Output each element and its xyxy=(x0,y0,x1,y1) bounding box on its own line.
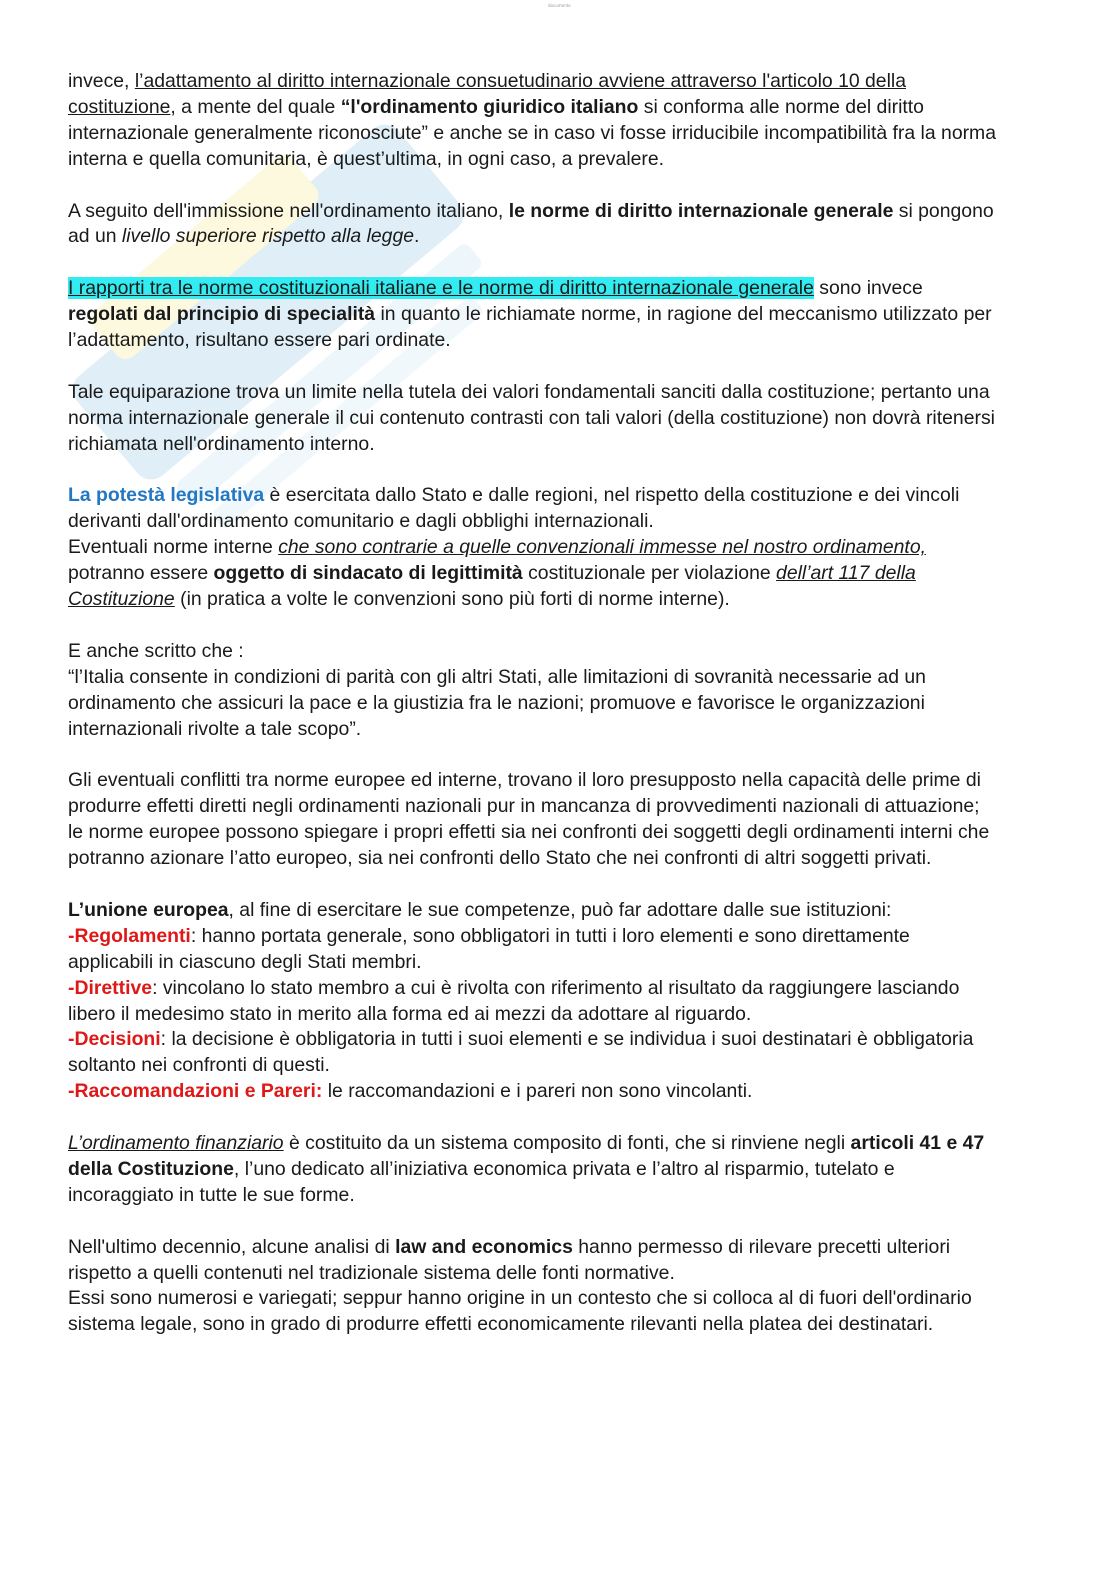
highlighted-text: I rapporti tra le norme costituzionali italiane e le norme di diritto internazionale generale xyxy=(68,277,814,300)
paragraph-conflitti: Gli eventuali conflitti tra norme europee ed interne, trovano il loro presupposto nella capacità delle prime di produrre effetti diretti negli ordinamenti nazionali pur in mancanza di provvedimenti nazionali di attuazione; le norme europee possono spiegare i propri effetti sia nei confronti dei soggetti degli ordinamenti interni che potranno azionare l’atto europeo, sia nei confronti dello Stato che nei confronti di altri soggetti privati. xyxy=(68,769,990,870)
document-body xyxy=(68,69,998,1364)
paragraph-unione-europea: L’unione europea, al fine di esercitare le sue competenze, può far adottare dalle sue istituzioni: -Regolamenti: hanno portata generale, sono obbligatori in tutti i loro elementi e sono direttamente applicabili in ciascuno degli Stati membri. -Direttive: vincolano lo stato membro a cui è rivolta con riferimento al risultato da raggiungere lasciando libero il medesimo stato in merito alla forma ed ai mezzi da adottare al riguardo. -Decisioni: la decisione è obbligatoria in tutti i suoi elementi e se individua i suoi destinatari è obbligatoria soltanto nei confronti di questi. -Raccomandazioni e Pareri: le raccomandazioni e i pareri non sono vincolanti. xyxy=(68,898,998,1105)
blue-heading-potesta: La potestà legislativa xyxy=(68,484,265,507)
bold-quote-start: “l'ordinamento giuridico italiano xyxy=(340,95,639,118)
list-item: -Raccomandazioni e Pareri: le raccomandazioni e i pareri non sono vincolanti. xyxy=(68,1080,753,1103)
underlined-article-10: l’adattamento al diritto internazionale consuetudinario avviene attraverso l'articolo 10 della costituzione xyxy=(68,70,906,118)
paragraph-adattamento: invece, l’adattamento al diritto internazionale consuetudinario avviene attraverso l'articolo 10 della costituzione, a mente del quale “l'ordinamento giuridico italiano si conforma alle norme del diritto internazionale generalmente riconosciute” e anche se in caso vi fosse irriducibile incompatibilità fra la norma interna e quella comunitaria, è quest’ultima, in ogni caso, a prevalere. xyxy=(68,70,996,170)
list-item: -Direttive: vincolano lo stato membro a cui è rivolta con riferimento al risultato da raggiungere lasciando libero il medesimo stato in merito alla forma ed ai mezzi da adottare al riguardo. xyxy=(68,976,960,1025)
paragraph-quote: E anche scritto che : “l’Italia consente in condizioni di parità con gli altri Stati, alle limitazioni di sovranità necessarie ad un ordinamento che assicuri la pace e la giustizia fra le nazioni; promuove e favorisce le organizzazioni internazionali rivolte a tale scopo”. xyxy=(68,639,926,740)
paragraph-rapporti: I rapporti tra le norme costituzionali italiane e le norme di diritto internazionale generale sono invece regolati dal principio di specialità in quanto le richiamate norme, in ragione del meccanismo utilizzato per l’adattamento, risultano essere pari ordinate. xyxy=(68,277,992,352)
paragraph-immissione: A seguito dell'immissione nell'ordinamento italiano, le norme di diritto internazionale generale si pongono ad un livello superiore rispetto alla legge. xyxy=(68,199,994,248)
page-header-mark: documento xyxy=(548,3,571,8)
list-item: -Decisioni: la decisione è obbligatoria in tutti i suoi elementi e se individua i suoi destinatari è obbligatoria soltanto nei confronti di questi. xyxy=(68,1028,974,1077)
paragraph-equiparazione: Tale equiparazione trova un limite nella tutela dei valori fondamentali sanciti dalla costituzione; pertanto una norma internazionale generale il cui contenuto contrasti con tali valori (della costituzione) non dovrà ritenersi richiamata nell'ordinamento interno. xyxy=(68,380,995,455)
list-item: -Regolamenti: hanno portata generale, sono obbligatori in tutti i loro elementi e sono direttamente applicabili in ciascuno degli Stati membri. xyxy=(68,924,910,973)
paragraph-potesta: La potestà legislativa è esercitata dallo Stato e dalle regioni, nel rispetto della costituzione e dei vincoli derivanti dall'ordinamento comunitario e dagli obblighi internazionali. Eventuali norme interne che sono contrarie a quelle convenzionali immesse nel nostro ordinamento, potranno essere oggetto di sindacato di legittimità costituzionale per violazione dell’art 117 della Costituzione (in pratica a volte le convenzioni sono più forti di norme interne). xyxy=(68,484,960,611)
paragraph-ordinamento-finanziario: L’ordinamento finanziario è costituito da un sistema composito di fonti, che si rinviene negli articoli 41 e 47 della Costituzione, l’uno dedicato all’iniziativa economica privata e l’altro al risparmio, tutelato e incoraggiato in tutte le sue forme. xyxy=(68,1132,985,1206)
paragraph-law-economics: Nell'ultimo decennio, alcune analisi di law and economics hanno permesso di rilevare precetti ulteriori rispetto a quelli contenuti nel tradizionale sistema delle fonti normative. Essi sono numerosi e variegati; seppur hanno origine in un contesto che si colloca al di fuori dell'ordinario sistema legale, sono in grado di produrre effetti economicamente rilevanti nella platea dei destinatari. xyxy=(68,1235,972,1336)
